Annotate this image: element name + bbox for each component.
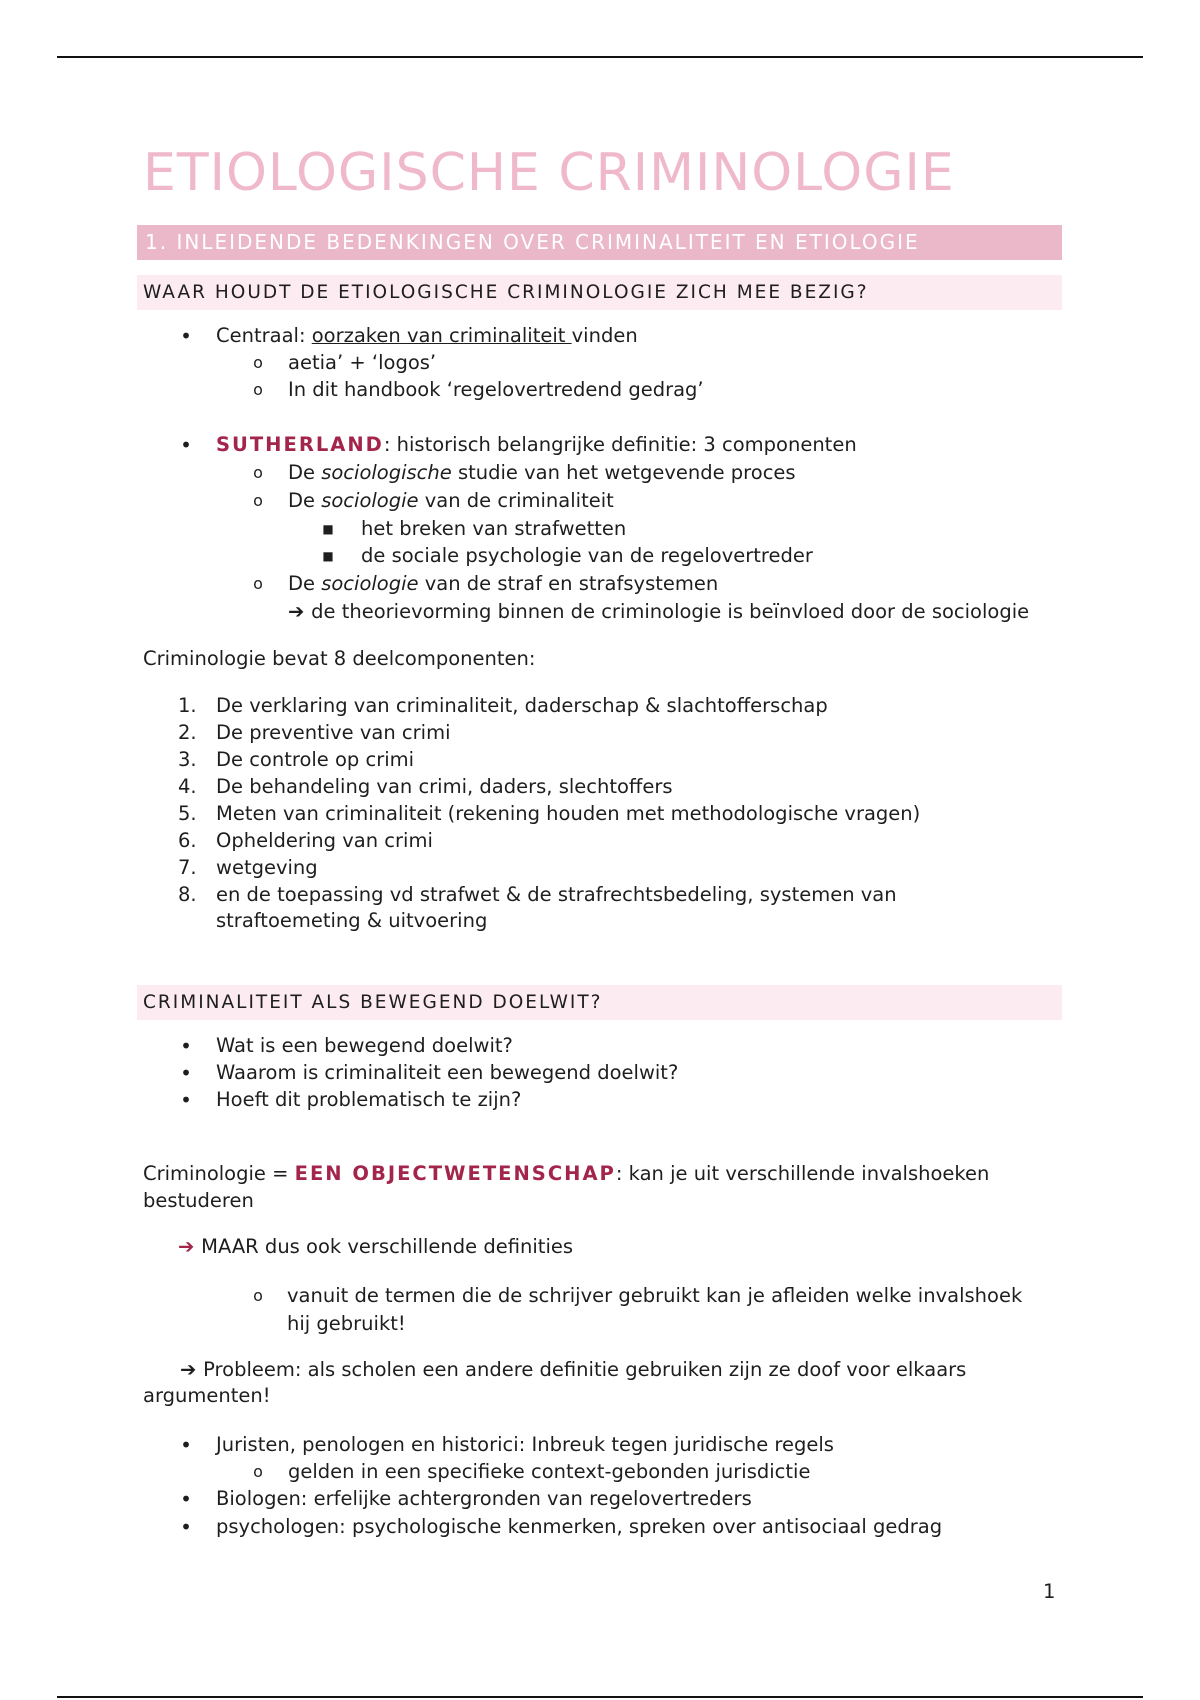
sub-sub-item: het breken van strafwetten — [361, 517, 627, 540]
circle-bullet-icon: o — [253, 380, 263, 399]
list-number: 8. — [178, 883, 197, 906]
section-heading-1 — [137, 225, 1062, 260]
bullet-icon: • — [180, 1034, 192, 1058]
list-number: 3. — [178, 748, 197, 771]
sub-item: aetia’ + ‘logos’ — [288, 351, 437, 374]
subheading-etiologie — [137, 275, 1062, 310]
list-item: Opheldering van crimi — [216, 829, 433, 852]
bullet-icon: • — [180, 1061, 192, 1085]
arrow-right-icon: ➔ — [288, 600, 312, 623]
list-item: De verklaring van criminaliteit, daderschap & slachtofferschap — [216, 694, 828, 717]
subheading-doelwit — [137, 985, 1062, 1020]
objectwetenschap-line: Criminologie = EEN OBJECTWETENSCHAP: kan je uit verschillende invalshoeken — [143, 1162, 990, 1185]
list-number: 7. — [178, 856, 197, 879]
circle-bullet-icon: o — [253, 1462, 263, 1481]
question-item: Hoeft dit problematisch te zijn? — [216, 1088, 522, 1111]
arrow-right-icon: ➔ — [180, 1358, 204, 1381]
square-bullet-icon: ■ — [322, 522, 334, 536]
discipline-juristen: Juristen, penologen en historici: Inbreuk tegen juridische regels — [216, 1433, 834, 1456]
component-2: De sociologie van de criminaliteit — [288, 489, 614, 512]
maar-line: ➔ MAAR dus ook verschillende definities — [178, 1235, 574, 1258]
underlined-term: oorzaken van criminaliteit — [311, 324, 572, 347]
document-title: ETIOLOGISCHE CRIMINOLOGIE — [143, 143, 955, 203]
bullet-icon: • — [180, 1487, 192, 1511]
circle-bullet-icon: o — [253, 1286, 263, 1305]
square-bullet-icon: ■ — [322, 549, 334, 563]
probleem-line: ➔ Probleem: als scholen een andere definitie gebruiken zijn ze doof voor elkaars — [180, 1358, 967, 1381]
sub-item: In dit handbook ‘regelovertredend gedrag’ — [288, 378, 704, 401]
sutherland-name: SUTHERLAND — [216, 433, 384, 456]
footer-rule — [57, 1696, 1143, 1698]
list-item: Meten van criminaliteit (rekening houden met methodologische vragen) — [216, 802, 921, 825]
probleem-line-2: argumenten! — [143, 1384, 271, 1407]
bullet-icon: • — [180, 1515, 192, 1539]
component-1: De sociologische studie van het wetgevende proces — [288, 461, 796, 484]
bullet-icon: • — [180, 1433, 192, 1457]
bullet-icon: • — [180, 433, 192, 457]
circle-bullet-icon: o — [253, 491, 263, 510]
sub-sub-item: de sociale psychologie van de regelovertreder — [361, 544, 813, 567]
discipline-biologen: Biologen: erfelijke achtergronden van regelovertreders — [216, 1487, 752, 1510]
vanuit-line: vanuit de termen die de schrijver gebruikt kan je afleiden welke invalshoek — [287, 1284, 1023, 1307]
circle-bullet-icon: o — [253, 463, 263, 482]
section-heading-1-text: 1. INLEIDENDE BEDENKINGEN OVER CRIMINALITEIT EN ETIOLOGIE — [145, 230, 920, 254]
question-item: Waarom is criminaliteit een bewegend doelwit? — [216, 1061, 679, 1084]
discipline-juristen-sub: gelden in een specifieke context-gebonden jurisdictie — [288, 1460, 811, 1483]
list-item: De behandeling van crimi, daders, slechtoffers — [216, 775, 673, 798]
objectwetenschap-line-2: bestuderen — [143, 1189, 254, 1212]
bullet-centraal: Centraal: oorzaken van criminaliteit vinden — [216, 324, 638, 347]
list-item: en de toepassing vd strafwet & de strafrechtsbedeling, systemen van — [216, 883, 897, 906]
vanuit-line-2: hij gebruikt! — [287, 1312, 406, 1335]
list-number: 5. — [178, 802, 197, 825]
objectwetenschap-term: EEN OBJECTWETENSCHAP — [294, 1162, 616, 1185]
component-3: De sociologie van de straf en strafsystemen — [288, 572, 719, 595]
list-item-continued: straftoemeting & uitvoering — [216, 909, 488, 932]
page-number: 1 — [1043, 1580, 1056, 1603]
list-number: 2. — [178, 721, 197, 744]
list-number: 1. — [178, 694, 197, 717]
list-number: 6. — [178, 829, 197, 852]
subheading-etiologie-text: WAAR HOUDT DE ETIOLOGISCHE CRIMINOLOGIE ZICH MEE BEZIG? — [143, 282, 869, 303]
list-item: wetgeving — [216, 856, 318, 879]
list-item: De preventive van crimi — [216, 721, 451, 744]
question-item: Wat is een bewegend doelwit? — [216, 1034, 513, 1057]
list-item: De controle op crimi — [216, 748, 415, 771]
deelcomponenten-intro: Criminologie bevat 8 deelcomponenten: — [143, 647, 536, 670]
subheading-doelwit-text: CRIMINALITEIT ALS BEWEGEND DOELWIT? — [143, 992, 603, 1013]
list-number: 4. — [178, 775, 197, 798]
arrow-right-icon: ➔ — [178, 1235, 202, 1258]
component-3-note: ➔ de theorievorming binnen de criminologie is beïnvloed door de sociologie — [288, 600, 1030, 623]
bullet-icon: • — [180, 1088, 192, 1112]
circle-bullet-icon: o — [253, 574, 263, 593]
discipline-psychologen: psychologen: psychologische kenmerken, spreken over antisociaal gedrag — [216, 1515, 943, 1538]
bullet-sutherland: SUTHERLAND: historisch belangrijke definitie: 3 componenten — [216, 433, 857, 456]
circle-bullet-icon: o — [253, 353, 263, 372]
bullet-icon: • — [180, 324, 192, 348]
